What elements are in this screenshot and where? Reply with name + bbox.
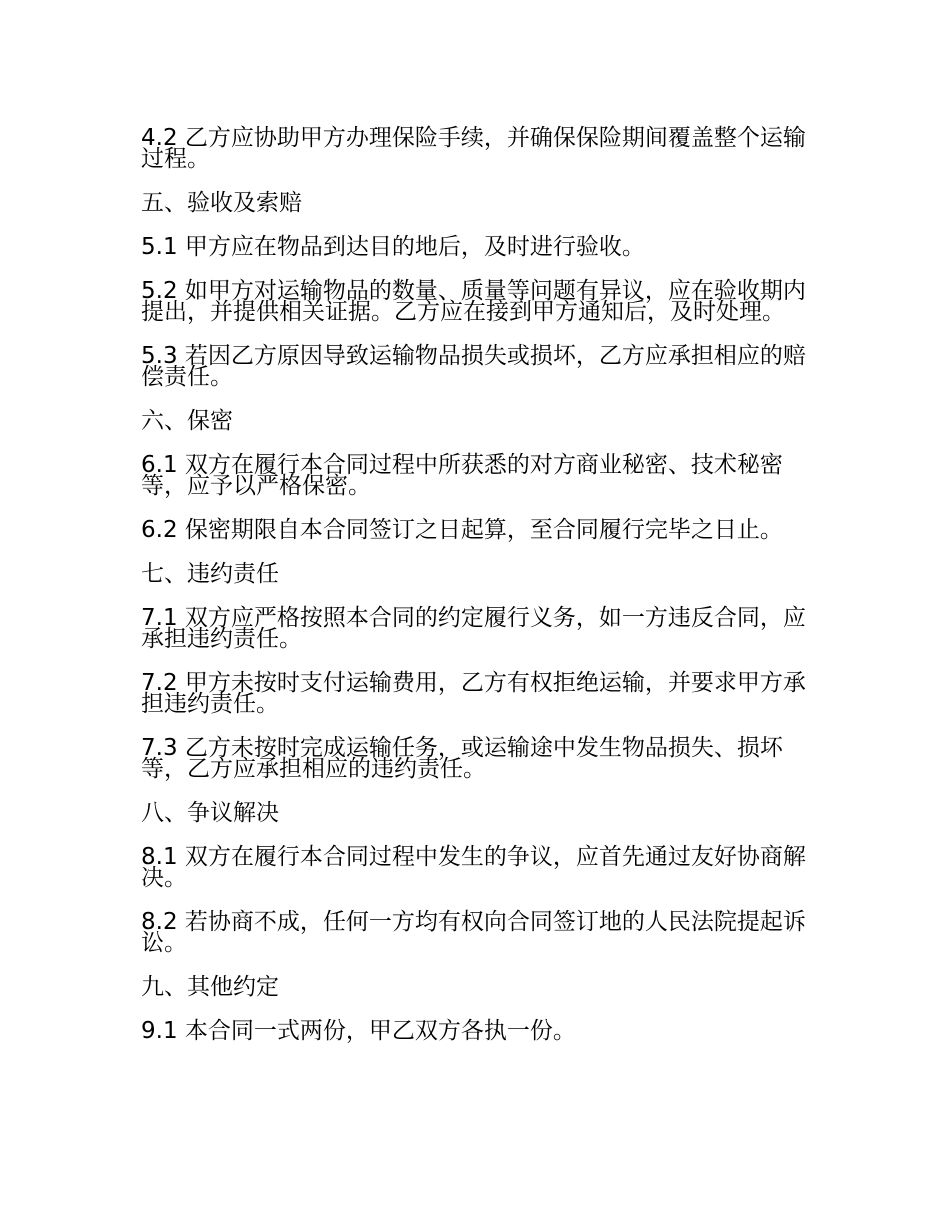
clause-9-1: 9.1 本合同一式两份，甲乙双方各执一份。 [141,1018,576,1044]
section-heading-8: 八、争议解决 [141,800,279,826]
clause-8-2: 8.2 若协商不成，任何一方均有权向合同签订地的人民法院提起诉讼。 [141,909,806,956]
clause-6-1: 6.1 双方在履行本合同过程中所获悉的对方商业秘密、技术秘密等，应予以严格保密。 [141,452,783,499]
section-heading-7: 七、违约责任 [141,561,279,587]
section-heading-9: 九、其他约定 [141,974,279,1000]
clause-5-2: 5.2 如甲方对运输物品的数量、质量等问题有异议，应在验收期内提出，并提供相关证据。乙方应在接到甲方通知后，及时处理。 [141,278,806,325]
clause-4-2: 4.2 乙方应协助甲方办理保险手续，并确保保险期间覆盖整个运输过程。 [141,125,806,172]
clause-7-1: 7.1 双方应严格按照本合同的约定履行义务，如一方违反合同，应承担违约责任。 [141,605,806,652]
clause-5-3: 5.3 若因乙方原因导致运输物品损失或损坏，乙方应承担相应的赔偿责任。 [141,343,806,390]
section-heading-6: 六、保密 [141,408,233,434]
clause-5-1: 5.1 甲方应在物品到达目的地后，及时进行验收。 [141,234,645,260]
document-page [141,125,811,1065]
section-heading-5: 五、验收及索赔 [141,190,302,216]
clause-7-3: 7.3 乙方未按时完成运输任务，或运输途中发生物品损失、损坏等，乙方应承担相应的违约责任。 [141,735,783,782]
clause-8-1: 8.1 双方在履行本合同过程中发生的争议，应首先通过友好协商解决。 [141,844,806,891]
clause-6-2: 6.2 保密期限自本合同签订之日起算，至合同履行完毕之日止。 [141,517,783,543]
clause-7-2: 7.2 甲方未按时支付运输费用，乙方有权拒绝运输，并要求甲方承担违约责任。 [141,670,806,717]
